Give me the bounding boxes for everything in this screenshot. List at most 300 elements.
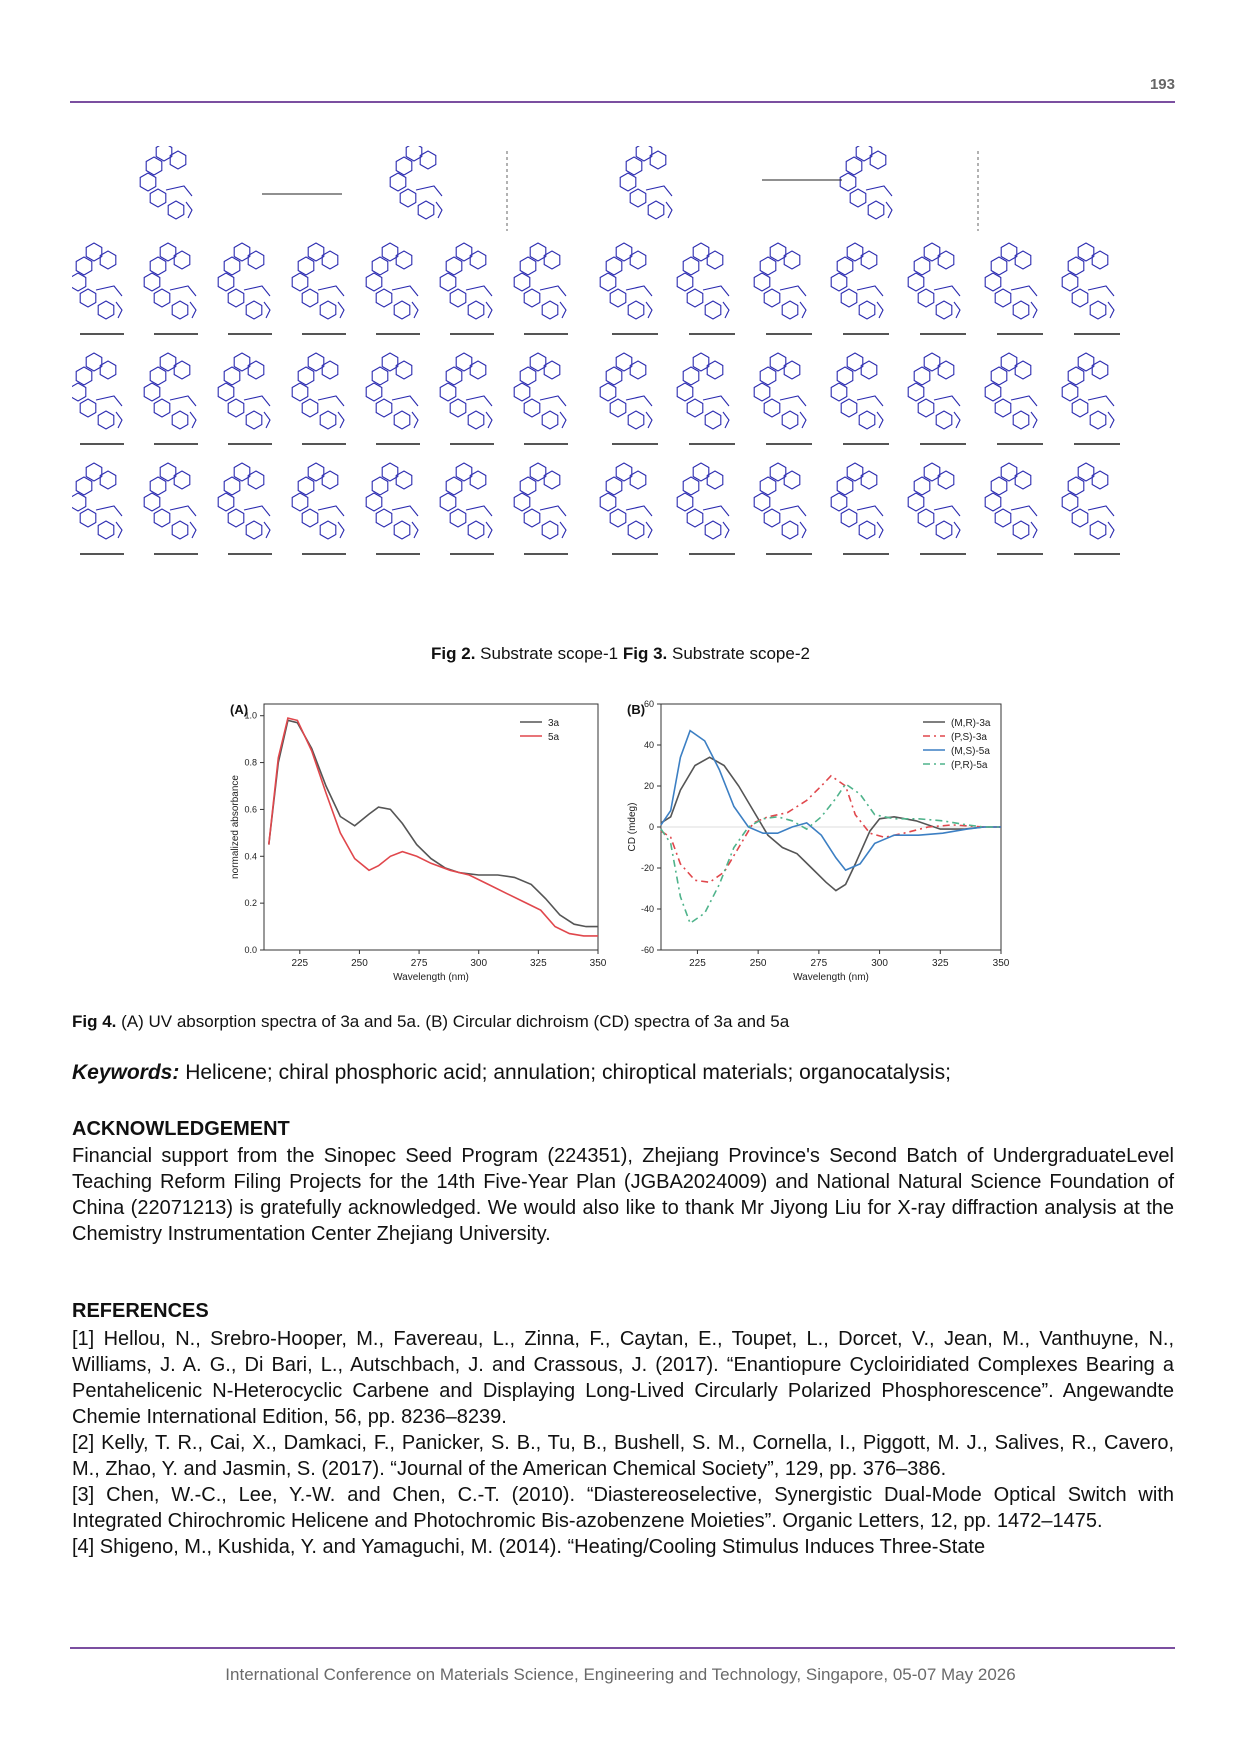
bond (1031, 412, 1037, 428)
bond (1011, 506, 1037, 516)
ring (754, 383, 770, 401)
ring (150, 477, 166, 495)
molecule-structure (72, 463, 122, 539)
ring (376, 509, 392, 527)
bond (1088, 506, 1114, 516)
ring (468, 411, 484, 429)
ring (991, 257, 1007, 275)
ring (470, 251, 486, 269)
figure-2-3-caption (0, 644, 1241, 664)
bond (264, 302, 270, 318)
ring (687, 289, 703, 307)
bond (540, 396, 566, 406)
ring (760, 477, 776, 495)
ring (707, 471, 723, 489)
ring (174, 471, 190, 489)
ring (1068, 257, 1084, 275)
bond (954, 302, 960, 318)
ring (1062, 493, 1078, 511)
ring (98, 411, 114, 429)
bond (560, 302, 566, 318)
bond (780, 396, 806, 406)
x-tick-label: 350 (589, 958, 607, 969)
ring (610, 399, 626, 417)
ring (770, 243, 786, 261)
series-line-ms5a (661, 731, 1001, 871)
bond (1011, 286, 1037, 296)
ring (524, 399, 540, 417)
ring (606, 257, 622, 275)
ring (440, 273, 456, 291)
bond (170, 396, 196, 406)
bond (626, 506, 652, 516)
molecule-structure (677, 463, 729, 539)
x-tick-label: 300 (871, 958, 888, 969)
reference-item: [2] Kelly, T. R., Cai, X., Damkaci, F., Panicker, S. B., Tu, B., Bushell, S. M., Cornella, I., Piggott, M. J., Salives, R., Cavero, M., Zhao, Y. and Jasmin, S. (2017). “Journal of the American Chemical Society”, 129, pp. 376–386. (72, 1432, 1174, 1480)
ring (841, 509, 857, 527)
bond (116, 522, 122, 538)
ring (782, 521, 798, 539)
ring (626, 157, 642, 175)
bond (416, 186, 442, 196)
ring (302, 399, 318, 417)
ring (1078, 243, 1094, 261)
bond (392, 506, 418, 516)
ring (390, 173, 406, 191)
ring (840, 173, 856, 191)
molecule-structure (366, 243, 418, 319)
ring (446, 257, 462, 275)
ring (394, 301, 410, 319)
ring (366, 493, 382, 511)
ring (847, 463, 863, 481)
ring (144, 383, 160, 401)
y-tick-label: 0.4 (244, 851, 257, 862)
bond (954, 412, 960, 428)
ring (76, 477, 92, 495)
ring (616, 353, 632, 371)
ring (456, 353, 472, 371)
ring (677, 273, 693, 291)
ring (687, 509, 703, 527)
ring (292, 273, 308, 291)
ring (1068, 367, 1084, 385)
bond (244, 396, 270, 406)
ring (144, 493, 160, 511)
bond (436, 202, 442, 218)
ring (470, 471, 486, 489)
x-tick-label: 225 (689, 958, 706, 969)
x-tick-label: 325 (530, 958, 547, 969)
ring (754, 493, 770, 511)
bond (780, 506, 806, 516)
molecule-structure (292, 463, 344, 539)
ring (1015, 471, 1031, 489)
molecule-structure (366, 353, 418, 429)
ring (154, 399, 170, 417)
ring (322, 361, 338, 379)
ring (376, 399, 392, 417)
ring (610, 509, 626, 527)
bond (466, 286, 492, 296)
ring (650, 151, 666, 169)
ring (154, 509, 170, 527)
ring (600, 273, 616, 291)
ring (396, 361, 412, 379)
ring (456, 243, 472, 261)
substrate-scope-scheme (72, 146, 1172, 638)
ring (924, 353, 940, 371)
molecule-structure (514, 243, 566, 319)
ring (847, 353, 863, 371)
molecule-structure (1062, 463, 1114, 539)
ring (418, 201, 434, 219)
ring (170, 151, 186, 169)
ring (859, 521, 875, 539)
molecule-structure (840, 146, 892, 219)
molecule-structure (140, 146, 192, 219)
x-tick-label: 300 (470, 958, 488, 969)
x-axis-label: Wavelength (nm) (793, 972, 869, 983)
header-divider (70, 101, 1175, 103)
ring (394, 411, 410, 429)
ring (542, 411, 558, 429)
ring (831, 493, 847, 511)
ring (764, 509, 780, 527)
ring (754, 273, 770, 291)
ring (705, 411, 721, 429)
ring (760, 367, 776, 385)
bond (96, 396, 122, 406)
bond (244, 506, 270, 516)
ring (174, 251, 190, 269)
ring (924, 243, 940, 261)
ring (914, 477, 930, 495)
bond (540, 286, 566, 296)
ring (985, 493, 1001, 511)
ring (302, 509, 318, 527)
ring (168, 201, 184, 219)
ring (372, 257, 388, 275)
ring (308, 463, 324, 481)
molecule-structure (908, 353, 960, 429)
y-tick-label: 0 (648, 822, 654, 832)
ring (224, 257, 240, 275)
molecule-structure (985, 243, 1037, 319)
x-tick-label: 275 (810, 958, 828, 969)
ring (234, 243, 250, 261)
ring (450, 399, 466, 417)
molecule-structure (985, 353, 1037, 429)
bond (780, 286, 806, 296)
bond (190, 522, 196, 538)
figure-4-label: Fig 4. (72, 1012, 117, 1031)
ring (1013, 521, 1029, 539)
molecule-structure (831, 463, 883, 539)
ring (150, 189, 166, 207)
molecule-structure (1062, 243, 1114, 319)
molecule-structure (754, 463, 806, 539)
ring (683, 257, 699, 275)
ring (985, 383, 1001, 401)
bond (703, 286, 729, 296)
ring (396, 251, 412, 269)
acknowledgement-text: Financial support from the Sinopec Seed Program (224351), Zhejiang Province's Second Batch of UndergraduateLevel Teaching Reform Filing Projects for the 14th Five-Year Plan (JGBA2024009) and National Natural Science Foundation of China (22071213) is gratefully acknowledged. We would also like to thank Mr Jiyong Liu for X-ray diffraction analysis at the Chemistry Instrumentation Center Zhejiang University. (72, 1145, 1174, 1245)
ring (991, 477, 1007, 495)
x-tick-label: 275 (410, 958, 428, 969)
bond (560, 522, 566, 538)
bond (934, 396, 960, 406)
molecule-structure (600, 243, 652, 319)
footer-divider (70, 1647, 1175, 1649)
ring (514, 383, 530, 401)
y-axis-label: normalized absorbance (230, 775, 241, 879)
ring (918, 289, 934, 307)
ring (156, 146, 172, 161)
molecule-structure (514, 463, 566, 539)
ring (406, 146, 422, 161)
ring (382, 463, 398, 481)
bond (264, 522, 270, 538)
ring (80, 289, 96, 307)
ring (985, 273, 1001, 291)
ring (446, 477, 462, 495)
ring (936, 301, 952, 319)
ring (100, 251, 116, 269)
ring (995, 509, 1011, 527)
molecule-structure (908, 463, 960, 539)
bond (318, 506, 344, 516)
ring (991, 367, 1007, 385)
ring (298, 367, 314, 385)
ring (308, 353, 324, 371)
molecule-structure (1062, 353, 1114, 429)
bond (412, 522, 418, 538)
ring (606, 477, 622, 495)
ring (693, 353, 709, 371)
ring (372, 367, 388, 385)
figure-2-label: Fig 2. (431, 644, 476, 663)
ring (630, 189, 646, 207)
ring (468, 301, 484, 319)
keywords (72, 1061, 951, 1085)
ring (544, 251, 560, 269)
ring (228, 509, 244, 527)
ring (1062, 273, 1078, 291)
ring (372, 477, 388, 495)
bond (96, 286, 122, 296)
ring (98, 521, 114, 539)
ring (648, 201, 664, 219)
reference-item: [3] Chen, W.-C., Lee, Y.-W. and Chen, C.-T. (2010). “Diastereoselective, Synergistic Dual-Mode Optical Switch with Integrated Chirochromic Helicene and Photochromic Bis-azobenzene Moieties”. Organic Letters, 12, pp. 1472–1475. (72, 1484, 1174, 1532)
bond (264, 412, 270, 428)
ring (1015, 361, 1031, 379)
ring (218, 383, 234, 401)
ring (1078, 353, 1094, 371)
ring (80, 509, 96, 527)
ring (707, 251, 723, 269)
molecule-structure (72, 353, 122, 429)
ring (847, 243, 863, 261)
bond (646, 412, 652, 428)
ring (616, 243, 632, 261)
ring (770, 463, 786, 481)
ring (86, 243, 102, 261)
ring (1090, 301, 1106, 319)
x-tick-label: 250 (749, 958, 767, 969)
ring (248, 361, 264, 379)
reference-item: [1] Hellou, N., Srebro-Hooper, M., Favereau, L., Zinna, F., Caytan, E., Toupet, L., Dorcet, V., Jean, M., Vanthuyne, N., Williams, J. A. G., Di Bari, L., Autschbach, J. and Crassous, J. (2017). “Enantiopure Cycloiridiated Complexes Bearing a Pentahelicenic N-Heterocyclic Carbene and Displaying Long-Lived Circularly Polarized Phosphorescence”. Angewandte Chemie International Edition, 56, pp. 8236–8239. (72, 1328, 1174, 1428)
molecule-structure (218, 243, 270, 319)
ring (770, 353, 786, 371)
ring (936, 411, 952, 429)
ring (938, 251, 954, 269)
ring (936, 521, 952, 539)
legend-label: (M,S)-5a (951, 746, 990, 757)
molecule-structure (754, 243, 806, 319)
legend-label: (P,R)-5a (951, 760, 988, 771)
ring (918, 509, 934, 527)
ring (228, 289, 244, 307)
ring (76, 257, 92, 275)
ring (366, 273, 382, 291)
ring (172, 301, 188, 319)
ring (705, 521, 721, 539)
ring (683, 367, 699, 385)
bond (666, 202, 672, 218)
ring (302, 289, 318, 307)
molecule-structure (600, 463, 652, 539)
ring (246, 521, 262, 539)
panel-label: (A) (230, 702, 249, 717)
x-tick-label: 250 (351, 958, 368, 969)
legend-label: 5a (548, 732, 560, 743)
ring (524, 289, 540, 307)
ring (1092, 361, 1108, 379)
ring (1072, 399, 1088, 417)
ring (76, 367, 92, 385)
bond (723, 302, 729, 318)
ring (1092, 471, 1108, 489)
ring (224, 477, 240, 495)
ring (322, 251, 338, 269)
ring (530, 353, 546, 371)
ring (396, 157, 412, 175)
figure-4-text: (A) UV absorption spectra of 3a and 5a. (B) Circular dichroism (CD) spectra of 3a and 5a (116, 1012, 790, 1031)
ring (446, 367, 462, 385)
ring (600, 383, 616, 401)
bond (723, 522, 729, 538)
bond (1108, 522, 1114, 538)
ring (918, 399, 934, 417)
ring (693, 463, 709, 481)
page-number: 193 (1149, 76, 1175, 93)
bond (540, 506, 566, 516)
ring (850, 189, 866, 207)
ring (100, 471, 116, 489)
ring (376, 289, 392, 307)
molecule-structure (908, 243, 960, 319)
ring (160, 463, 176, 481)
ring (140, 173, 156, 191)
ring (831, 383, 847, 401)
molecule-structure (620, 146, 672, 219)
molecule-structure (390, 146, 442, 219)
bond (392, 396, 418, 406)
bond (318, 396, 344, 406)
ring (100, 361, 116, 379)
ring (856, 146, 872, 161)
ring (1062, 383, 1078, 401)
ring (1072, 289, 1088, 307)
molecule-structure (144, 463, 196, 539)
bond (190, 412, 196, 428)
bond (190, 302, 196, 318)
bond (1031, 302, 1037, 318)
panel-label: (B) (627, 702, 646, 717)
bond (800, 302, 806, 318)
ring (530, 463, 546, 481)
ring (160, 353, 176, 371)
ring (846, 157, 862, 175)
ring (1078, 463, 1094, 481)
ring (630, 251, 646, 269)
ring (859, 301, 875, 319)
ring (224, 367, 240, 385)
ring (1090, 411, 1106, 429)
ring (396, 471, 412, 489)
y-axis-label: CD (mdeg) (627, 802, 638, 852)
y-tick-label: 40 (643, 740, 654, 750)
ring (248, 251, 264, 269)
molecule-structure (218, 463, 270, 539)
ring (234, 463, 250, 481)
ring (1072, 509, 1088, 527)
bond (170, 506, 196, 516)
ring (841, 399, 857, 417)
ring (530, 243, 546, 261)
ring (628, 301, 644, 319)
ring (450, 509, 466, 527)
ring (146, 157, 162, 175)
ring (908, 383, 924, 401)
ring (1013, 411, 1029, 429)
ring (468, 521, 484, 539)
bond (703, 506, 729, 516)
cd-spectra-chart-svg (625, 696, 1011, 996)
ring (908, 273, 924, 291)
ring (542, 521, 558, 539)
figure-4-caption (72, 1012, 789, 1032)
legend-label: (M,R)-3a (951, 718, 991, 729)
bond (934, 286, 960, 296)
ring (861, 361, 877, 379)
ring (86, 353, 102, 371)
molecule-structure (677, 353, 729, 429)
acknowledgement-heading: ACKNOWLEDGEMENT (72, 1118, 290, 1140)
bond (1011, 396, 1037, 406)
ring (72, 273, 86, 291)
bond (723, 412, 729, 428)
footer-text: International Conference on Materials Science, Engineering and Technology, Singapore, 05-07 May 2026 (225, 1665, 1016, 1684)
ring (150, 367, 166, 385)
ring (320, 521, 336, 539)
ring (228, 399, 244, 417)
ring (218, 273, 234, 291)
ring (616, 463, 632, 481)
bond (646, 522, 652, 538)
ring (320, 411, 336, 429)
